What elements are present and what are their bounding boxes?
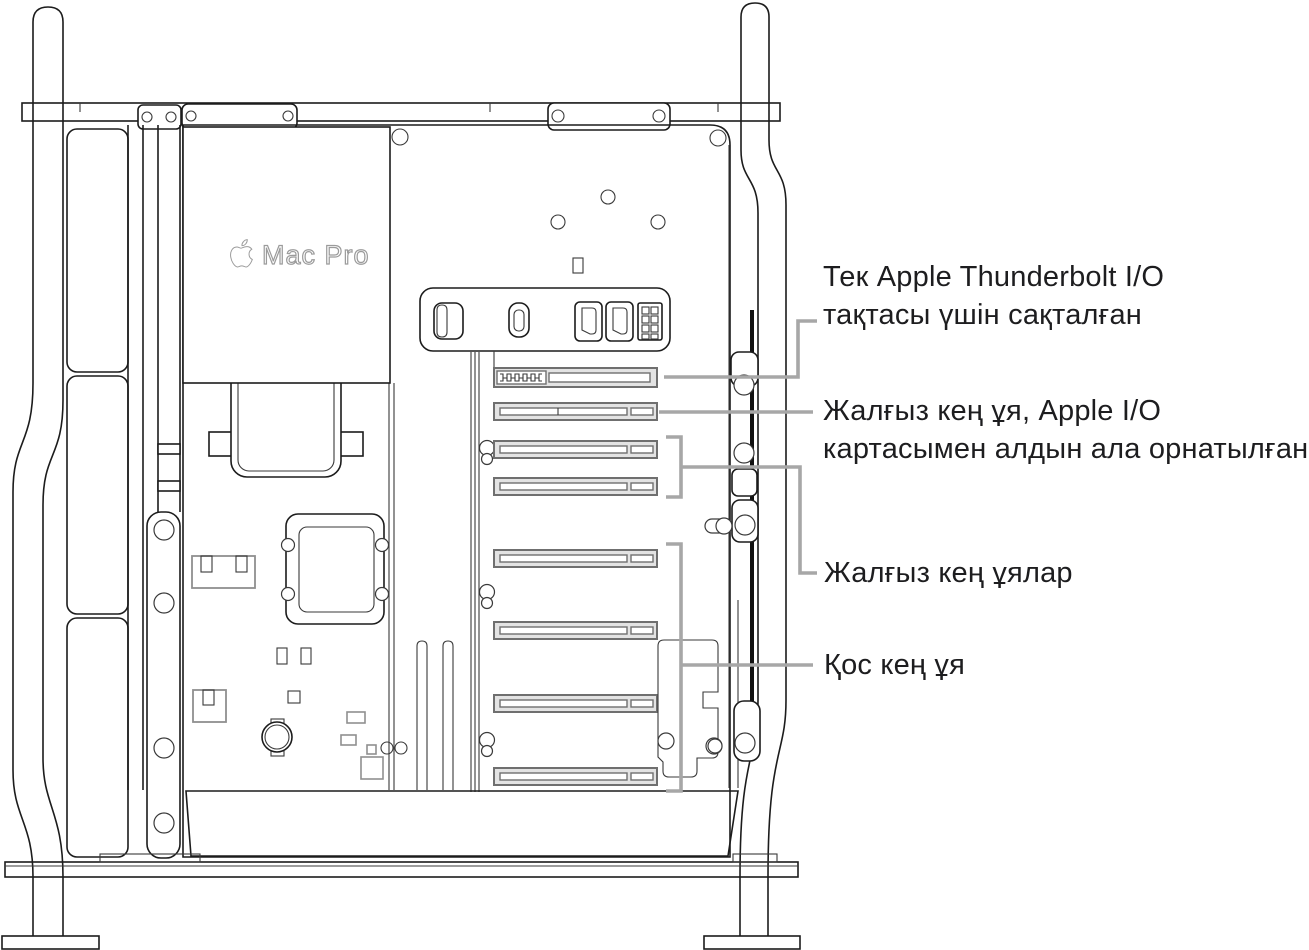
screw-icon — [392, 129, 408, 145]
pci-slot-2-apple-io — [494, 403, 657, 420]
callout-label-line: Жалғыз кең ұялар — [824, 557, 1073, 589]
callout-label-line: картасымен алдын ала орнатылған — [823, 433, 1309, 465]
pci-slot-cage — [471, 351, 657, 792]
side-vent-panels — [67, 129, 128, 857]
capacitor-icon — [262, 719, 292, 756]
callout-label-single-wide-slots — [824, 554, 1073, 592]
screw-icon — [154, 520, 174, 540]
screw-icon — [282, 588, 295, 601]
keyhole-icon — [480, 585, 495, 609]
screw-icon — [154, 813, 174, 833]
callout-label-thunderbolt-io — [823, 258, 1164, 334]
screw-icon — [282, 539, 295, 552]
screw-icon — [154, 738, 174, 758]
screw-icon — [734, 443, 754, 463]
panel-slot-hole — [573, 258, 583, 273]
screw-icon — [708, 739, 722, 753]
gpu-bracket — [658, 640, 722, 777]
pci-slot-8 — [494, 768, 657, 785]
callout-label-single-wide-io — [823, 392, 1308, 468]
pci-slot-6 — [494, 622, 657, 639]
pci-slot-7 — [494, 695, 657, 712]
screw-icon — [551, 215, 565, 229]
pci-slot-3 — [494, 441, 657, 458]
foot-left-icon — [2, 877, 99, 949]
logo-plate — [183, 127, 390, 383]
keyhole-icon — [480, 441, 495, 465]
cpu-heatsink — [282, 514, 389, 624]
latch-icon — [705, 518, 732, 534]
bottom-tray — [100, 791, 777, 862]
screw-icon — [376, 539, 389, 552]
pci-slot-4 — [494, 478, 657, 495]
screw-icon — [735, 733, 755, 753]
pci-slot-1-thunderbolt-io — [494, 368, 657, 387]
screw-icon — [658, 733, 674, 749]
connector-block — [192, 556, 255, 588]
screw-icon — [710, 130, 726, 146]
callout-label-dual-wide-slot — [824, 646, 965, 684]
screw-icon — [376, 588, 389, 601]
callout-bracket-single-wide — [666, 437, 681, 497]
rail-tab — [158, 444, 180, 454]
callout-label-line: Тек Apple Thunderbolt I/O — [823, 261, 1165, 293]
connector-block — [193, 690, 226, 722]
callout-label-line: Жалғыз кең ұя, Apple I/O — [823, 395, 1162, 427]
screw-icon — [735, 515, 755, 535]
bottom-frame-bar — [5, 862, 798, 877]
callout-bracket-dual-wide — [666, 544, 681, 791]
screw-icon — [154, 593, 174, 613]
keyhole-icon — [480, 733, 495, 757]
screw-icon — [601, 190, 615, 204]
pci-slot-5 — [494, 550, 657, 567]
mac-pro-logo-text: Mac Pro — [262, 240, 370, 270]
left-rail — [128, 125, 180, 858]
io-ports-panel — [420, 288, 670, 351]
mount-bracket-right — [548, 103, 670, 130]
callout-label-line: Қос кең ұя — [824, 649, 965, 681]
rail-tab — [158, 481, 180, 491]
mount-bracket-left — [138, 105, 181, 129]
callout-label-line: тақтасы үшін сақталған — [823, 299, 1142, 331]
screw-icon — [651, 215, 665, 229]
foot-right-icon — [704, 877, 800, 949]
